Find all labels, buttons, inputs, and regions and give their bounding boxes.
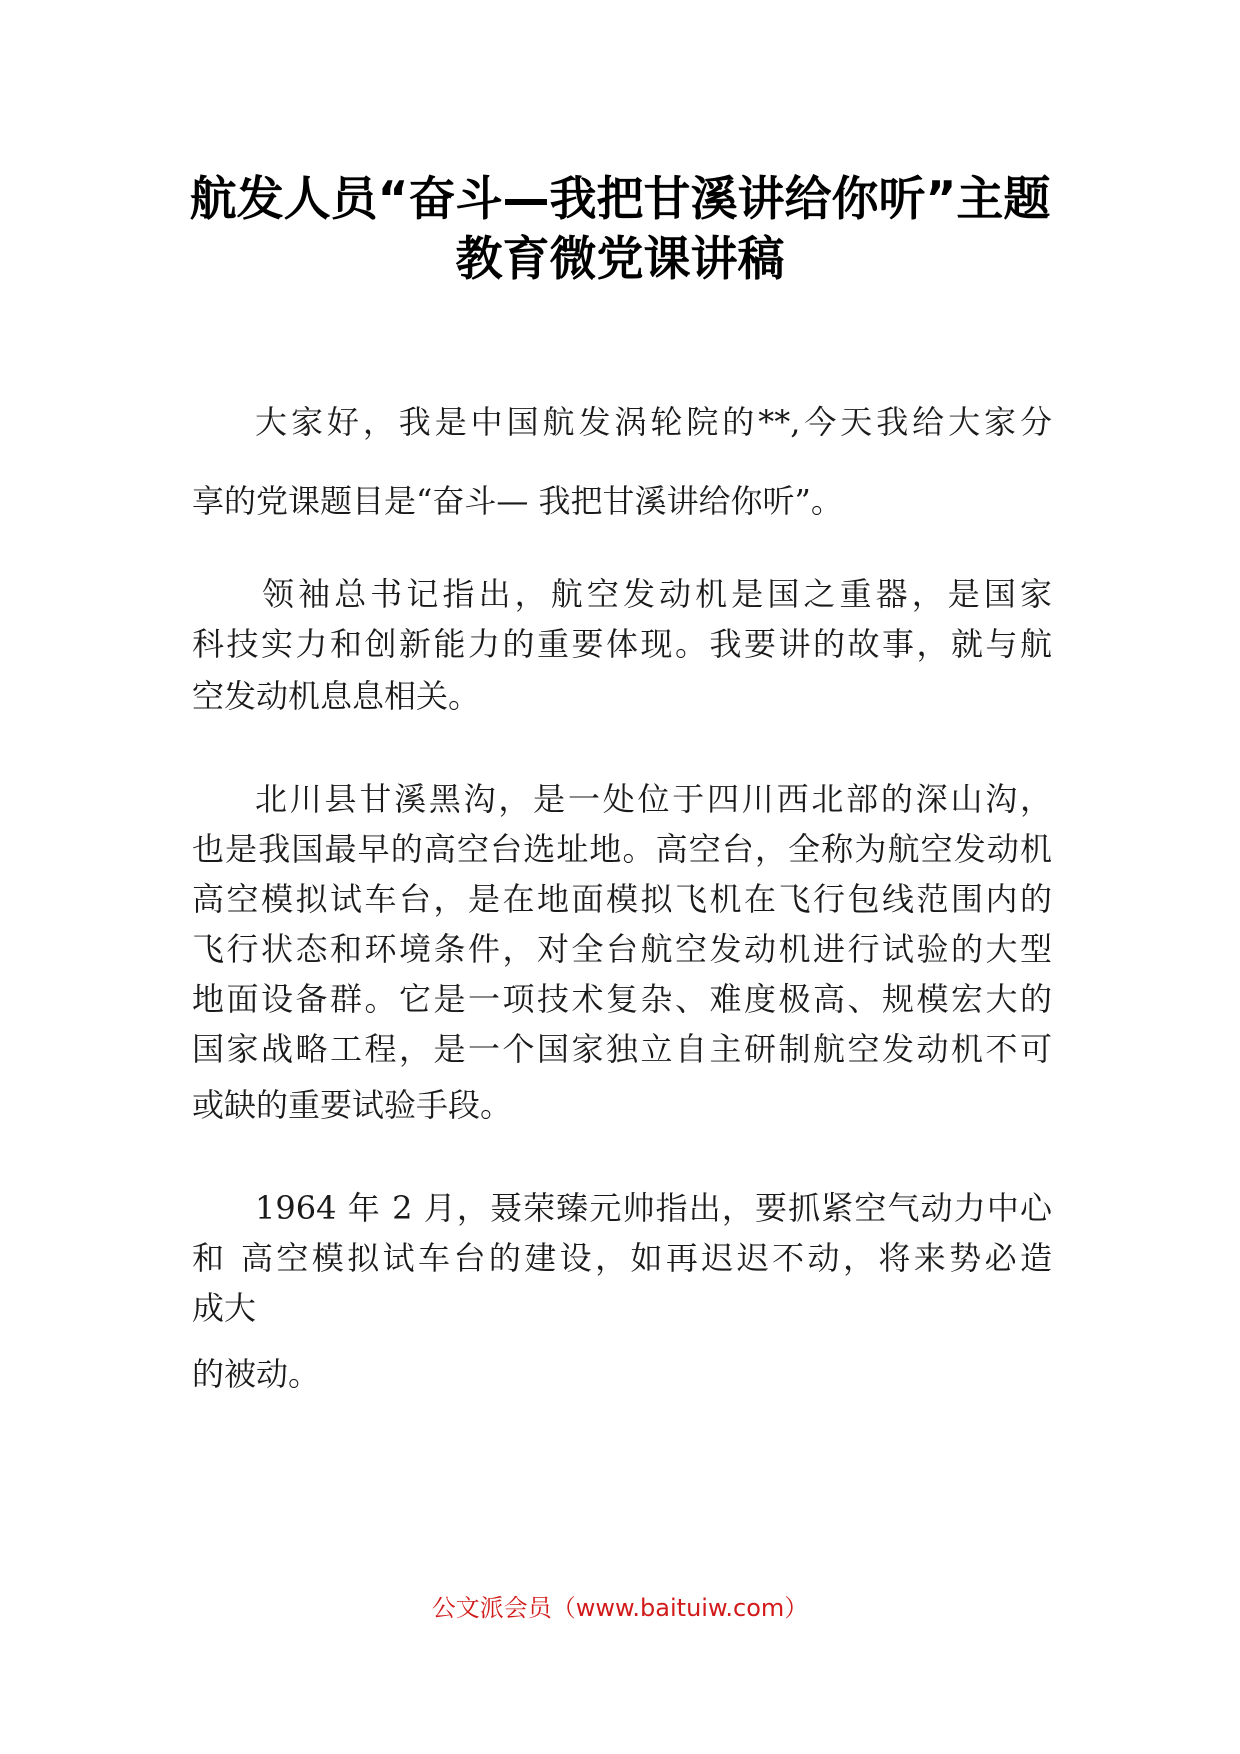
title-text-2: 教育微党课讲稿 <box>455 232 785 287</box>
title-text-1: 航发人员“奋斗—我把甘溪讲给你听”主题 <box>189 172 1051 227</box>
paragraph-3-line-7: 或缺的重要试验手段。 <box>192 1086 513 1124</box>
paragraph-2-line-2: 科技实力和创新能力的重要体现。我要讲的故事，就与航 <box>192 625 1052 663</box>
paragraph-1-line-2: 享的党课题目是“奋斗— 我把甘溪讲给你听”。 <box>192 482 843 520</box>
document-title-line-2 <box>150 230 1090 290</box>
paragraph-3-line-1: 北川县甘溪黑沟，是一处位于四川西北部的深山沟， <box>255 780 1052 818</box>
paragraph-1-line-1: 大家好，我是中国航发涡轮院的**,今天我给大家分 <box>255 403 1052 441</box>
paragraph-3-line-6: 国家战略工程，是一个国家独立自主研制航空发动机不可 <box>192 1030 1052 1068</box>
paragraph-4-line-1: 1964 年 2 月，聂荣臻元帅指出，要抓紧空气动力中心 <box>255 1189 1052 1227</box>
paragraph-3-line-3: 高空模拟试车台，是在地面模拟飞机在飞行包线范围内的 <box>192 880 1052 918</box>
paragraph-3-line-2: 也是我国最早的高空台选址地。高空台，全称为航空发动机 <box>192 830 1052 868</box>
paragraph-4-line-2: 和 高空模拟试车台的建设，如再迟迟不动，将来势必造 <box>192 1239 1052 1277</box>
paragraph-2-line-1: 领袖总书记指出，航空发动机是国之重器，是国家 <box>262 575 1052 613</box>
paragraph-4-line-3: 成大 <box>192 1289 257 1327</box>
paragraph-3-line-4: 飞行状态和环境条件，对全台航空发动机进行试验的大型 <box>192 930 1052 968</box>
paragraph-2-line-3: 空发动机息息相关。 <box>192 677 481 715</box>
paragraph-3-line-5: 地面设备群。它是一项技术复杂、难度极高、规模宏大的 <box>192 980 1052 1018</box>
paragraph-4-line-4: 的被动。 <box>192 1355 321 1393</box>
document-title-line-1 <box>150 170 1090 230</box>
footer-watermark: 公文派会员（www.baituiw.com） <box>431 1594 809 1622</box>
